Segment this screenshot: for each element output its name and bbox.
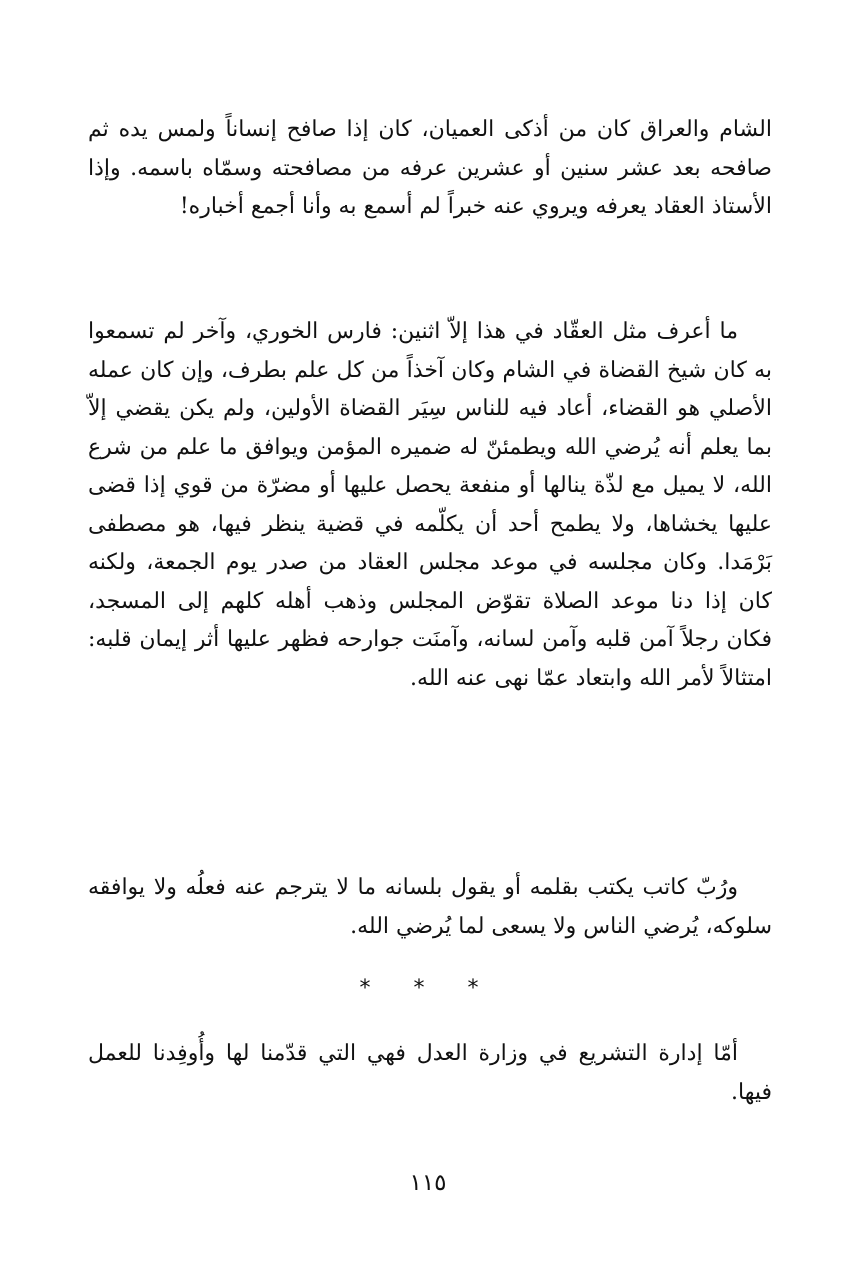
paragraph-judges: ما أعرف مثل العقّاد في هذا إلاّ اثنين: فارس الخوري، وآخر لم تسمعوا به كان شيخ القضاة في الشام وكان آخذاً من كل علم بطرف، وإن كان عمله الأصلي هو القضاء، أعاد فيه للناس سِيَر القضاة الأولين، ولم يكن يقضي إلاّ بما يعلم أنه يُرضي الله ويطمئنّ له ضميره المؤمن ويوافق ما علم من شرع الله، لا يميل مع لذّة ينالها أو منفعة يحصل عليها أو مضرّة من قوي إذا قضى عليها يخشاها، ولا يطمح أحد أن يكلّمه في قضية ينظر فيها، هو مصطفى بَرْمَدا. وكان مجلسه في موعد مجلس العقاد من صدر يوم الجمعة، ولكنه كان إذا دنا موعد الصلاة تقوّض المجلس وذهب أهله كلهم إلى المسجد، فكان رجلاً آمن قلبه وآمن لسانه، وآمنَت جوارحه فظهر عليها أثر إيمان قلبه: امتثالاً لأمر الله وابتعاد عمّا نهى عنه الله.	[88, 319, 772, 691]
paragraph-continuation: الشام والعراق كان من أذكى العميان، كان إذا صافح إنساناً ولمس يده ثم صافحه بعد عشر سنين أو عشرين عرفه من مصافحته وسمّاه باسمه. وإذا الأستاذ العقاد يعرفه ويروي عنه خبراً لم أسمع به وأنا أجمع أخباره!	[88, 117, 772, 219]
page-number: ١١٥	[409, 1170, 447, 1196]
paragraph-writer: ورُبّ كاتب يكتب بقلمه أو يقول بلسانه ما لا يترجم عنه فعلُه ولا يوافقه سلوكه، يُرضي الناس ولا يسعى لما يُرضي الله.	[88, 875, 772, 939]
paragraph-legislation: أمّا إدارة التشريع في وزارة العدل فهي التي قدّمنا لها وأُوفِدنا للعمل فيها.	[88, 1041, 772, 1105]
section-separator: * * *	[359, 976, 497, 1001]
